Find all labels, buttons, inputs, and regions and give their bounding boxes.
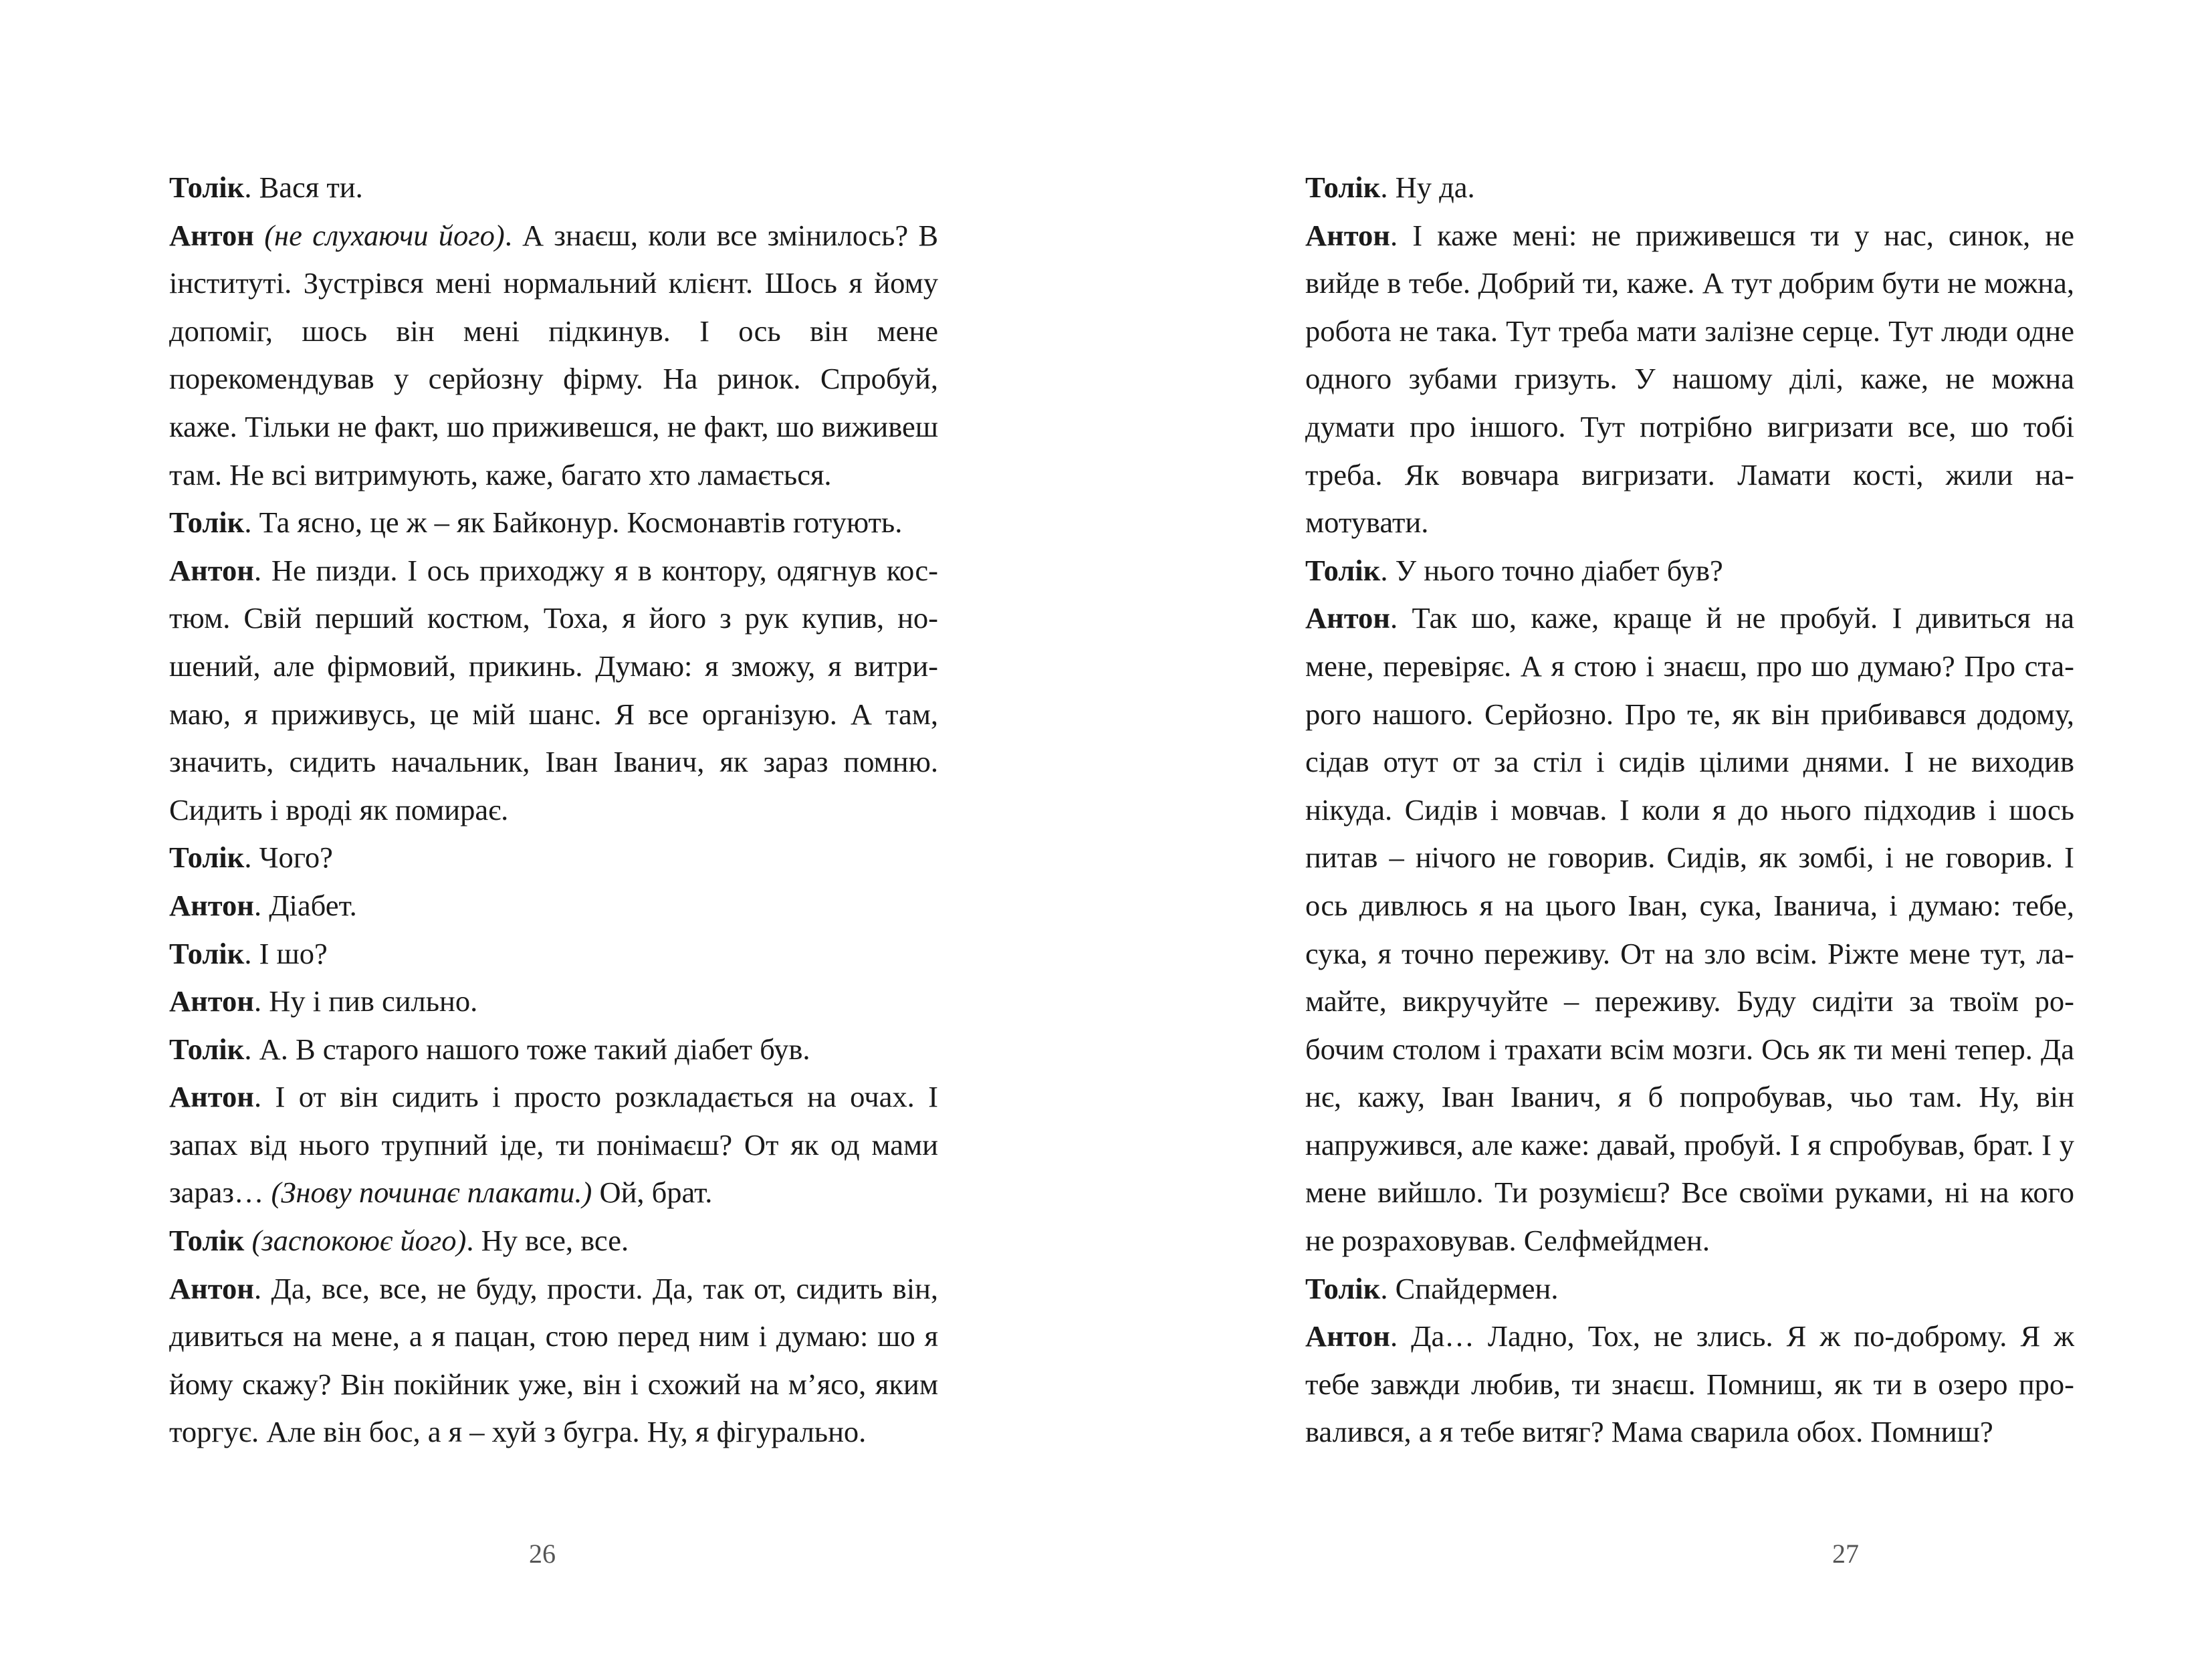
dialogue-line	[1305, 547, 2074, 595]
speaker-name: Толік	[1305, 553, 1381, 587]
line-text: . Не пизди. І ось приходжу я в контору, одягнув костюм. Свій перший костюм, Тоха, я його з рук купив, ношений, але фірмовий, прикинь. Думаю: я зможу, я витримаю, я приживусь, це мій шанс. Я все організую. А там, значить, сидить начальник, Іван Іванич, як зараз помню. Сидить і вроді як помирає.	[169, 553, 938, 826]
dialogue-line	[1305, 594, 2074, 1264]
speaker-name: Антон	[1305, 601, 1390, 635]
left-page-text	[169, 164, 938, 1456]
dialogue-line	[1305, 164, 2074, 212]
speaker-name: Антон	[169, 1271, 254, 1305]
page-number-left: 26	[529, 1539, 556, 1569]
line-text: . Ну і пив сильно.	[253, 984, 478, 1018]
speaker-name: Толік	[169, 841, 245, 875]
speaker-name: Толік	[169, 506, 245, 540]
dialogue-line	[1305, 212, 2074, 547]
stage-direction: (Знову починає плакати.)	[271, 1176, 592, 1210]
line-text: . І каже мені: не приживешся ти у нас, синок, не вийде в тебе. Добрий ти, каже. А тут добрим бути не можна, робота не така. Тут треба мати залізне серце. Тут люди одне одного зубами гризуть. У нашому ділі, каже, не можна думати про іншого. Тут потрібно вигризати все, шо тобі треба. Як вовчара вигризати. Ламати кості, жили намотувати.	[1305, 218, 2074, 540]
speaker-name: Толік	[1305, 1271, 1381, 1305]
speaker-name: Антон	[169, 1080, 254, 1114]
speaker-name: Толік	[169, 936, 245, 970]
speaker-name: Антон	[1305, 218, 1390, 252]
dialogue-line	[169, 547, 938, 835]
line-text: . Ну все, все.	[466, 1224, 629, 1258]
speaker-name: Толік	[169, 171, 245, 204]
speaker-name: Антон	[169, 984, 254, 1018]
line-text: . Чого?	[244, 841, 333, 875]
line-text: . Да… Ладно, Тох, не злись. Я ж по-доброму. Я ж тебе завжди любив, ти знаєш. Помниш, як ти в озеро провалився, а я тебе витяг? Мама сварила обох. Помниш?	[1305, 1319, 2074, 1449]
line-text: Ой, брат.	[592, 1176, 713, 1210]
dialogue-line	[169, 1026, 938, 1074]
line-text	[254, 219, 264, 252]
dialogue-line	[1305, 1265, 2074, 1313]
right-page-text	[1305, 164, 2074, 1456]
line-text: . Спайдермен.	[1380, 1271, 1559, 1305]
line-text: . Діабет.	[253, 888, 357, 922]
speaker-name: Антон	[169, 553, 254, 587]
line-text: . Вася ти.	[244, 171, 363, 204]
dialogue-line	[169, 212, 938, 500]
page-number-right: 27	[1832, 1539, 1859, 1569]
dialogue-line	[169, 978, 938, 1026]
dialogue-line	[169, 1265, 938, 1456]
line-text: . А знаєш, коли все змінилось? В інституті. Зустрівся мені нормальний клієнт. Шось я йому допоміг, шось він мені підкинув. І ось він мене порекомендував у серйозну фірму. На ринок. Спробуй, каже. Тільки не факт, шо приживешся, не факт, шо виживеш там. Не всі витримують, каже, багато хто ламається.	[169, 218, 939, 491]
line-text: . Да, все, все, не буду, прости. Да, так от, сидить він, дивиться на мене, а я пацан, стою перед ним і думаю: шо я йому скажу? Він покійник уже, він і схожий на м’ясо, яким торгує. Але він бос, а я – хуй з бугра. Ну, я фігурально.	[169, 1271, 938, 1449]
dialogue-line	[169, 1217, 938, 1265]
speaker-name: Антон	[1305, 1319, 1390, 1353]
speaker-name: Толік	[169, 1032, 245, 1066]
line-text: . Так шо, каже, краще й не пробуй. І дивиться на мене, перевіряє. А я стою і знаєш, про шо думаю? Про старого нашого. Серйозно. Про те, як він прибивався додому, сідав отут от за стіл і сидів цілими днями. І не виходив нікуда. Сидів і мовчав. І коли я до нього підходив і шось питав – нічого не говорив. Сидів, як зомбі, і не говорив. І ось дивлюсь я на цього Іван, сука, Іванича, і думаю: тебе, сука, я точно переживу. От на зло всім. Ріжте мене тут, ламайте, викручуйте – переживу. Буду сидіти за твоїм робочим столом і трахати всім мозги. Ось як ти мені тепер. Да нє, кажу, Іван Іванич, я б попробував, чьо там. Ну, він напружився, але каже: давай, пробуй. І я спробував, брат. І у мене вийшло. Ти розумієш? Все своїми руками, ні на кого не розраховував. Селфмейдмен.	[1305, 601, 2074, 1258]
stage-direction: (не слухаючи його)	[264, 218, 505, 252]
dialogue-line	[169, 164, 938, 212]
line-text: . У нього точно діабет був?	[1380, 553, 1723, 587]
speaker-name: Антон	[169, 218, 254, 252]
dialogue-line	[169, 834, 938, 882]
line-text: . Та ясно, це ж – як Байконур. Космонавтів готують.	[244, 506, 903, 540]
dialogue-line	[169, 499, 938, 547]
dialogue-line	[1305, 1313, 2074, 1456]
line-text: . І шо?	[244, 936, 328, 970]
speaker-name: Толік	[1305, 171, 1381, 204]
line-text	[244, 1224, 251, 1257]
speaker-name: Антон	[169, 888, 254, 922]
line-text: . Ну да.	[1380, 171, 1475, 204]
line-text: . А. В старого нашого тоже такий діабет був.	[244, 1032, 810, 1066]
line-text: . І от він сидить і просто розкладається на очах. І запах від нього трупний іде, ти понімаєш? От як од мами зараз…	[169, 1080, 938, 1210]
dialogue-line	[169, 1073, 938, 1217]
dialogue-line	[169, 882, 938, 930]
speaker-name: Толік	[169, 1224, 245, 1258]
stage-direction: (заспокоює його)	[251, 1224, 467, 1258]
right-page	[1106, 0, 2212, 1659]
dialogue-line	[169, 930, 938, 978]
